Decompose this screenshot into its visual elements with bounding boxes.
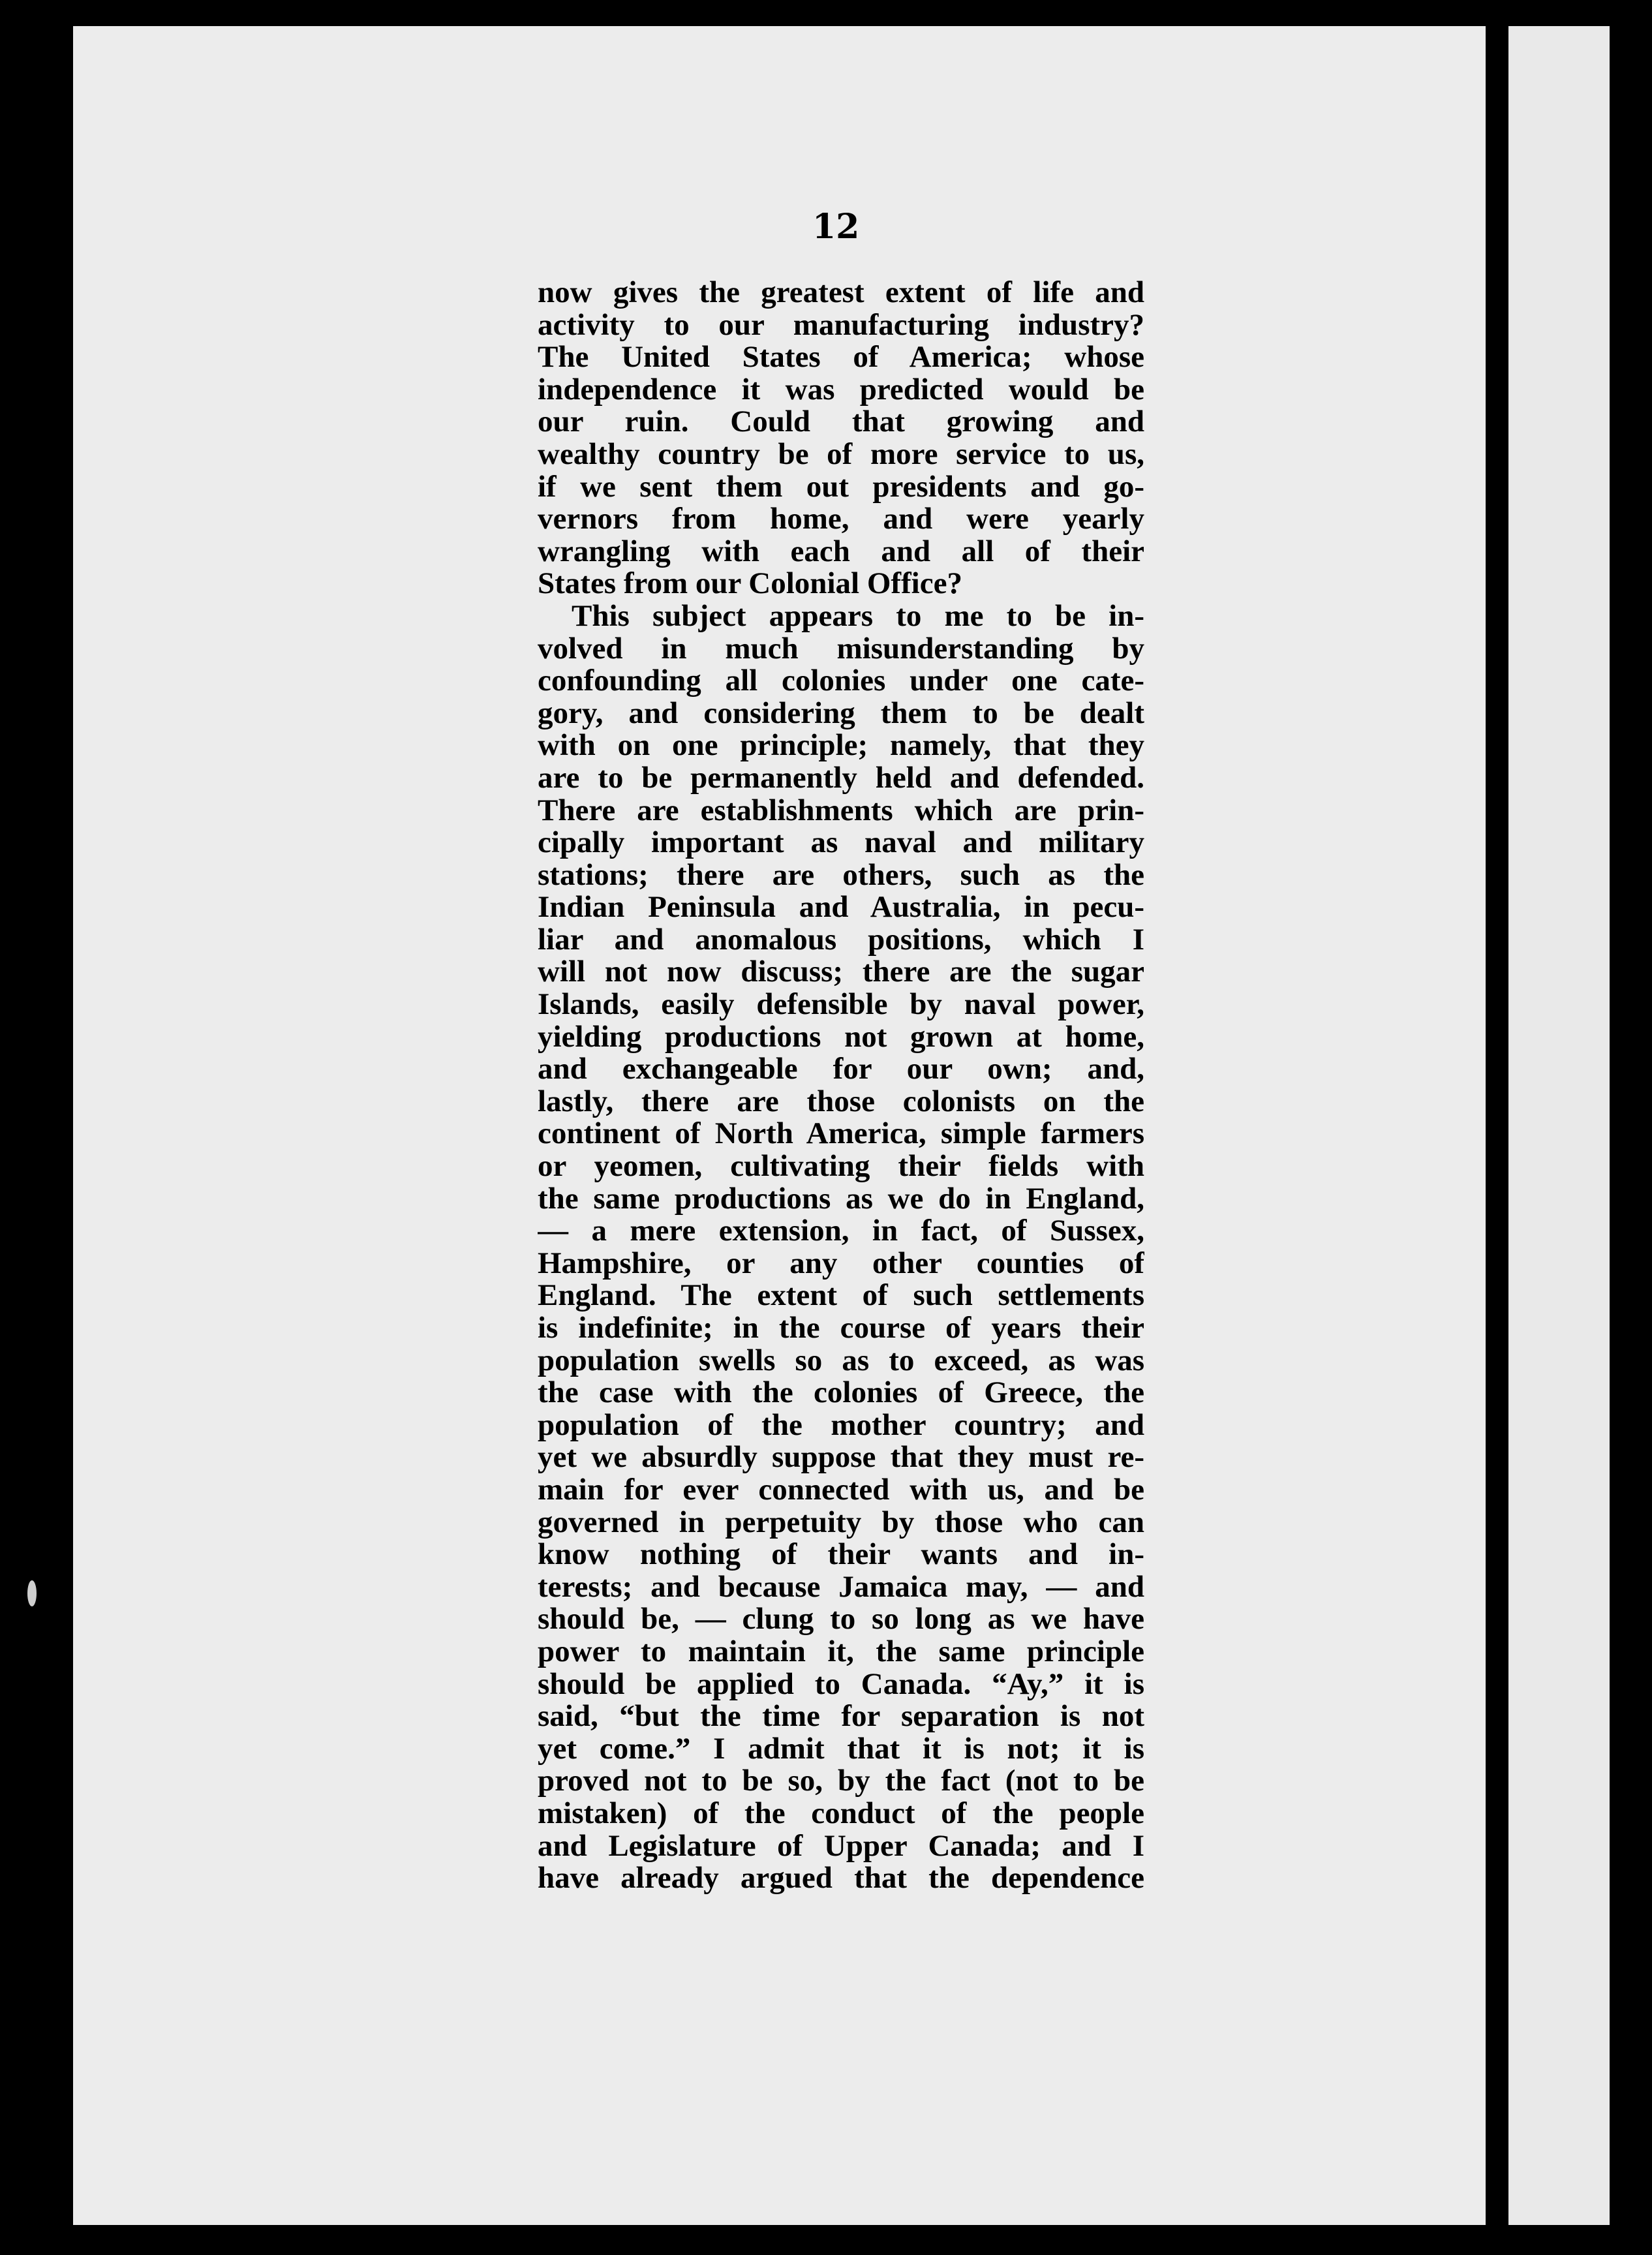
text-line: confounding all colonies under one cate-: [538, 665, 1144, 698]
text-line: population swells so as to exceed, as was: [538, 1344, 1144, 1377]
text-line: if we sent them out presidents and go-: [538, 470, 1144, 504]
text-line: lastly, there are those colonists on the: [538, 1085, 1144, 1118]
text-line: England. The extent of such settlements: [538, 1280, 1144, 1312]
text-line: This subject appears to me to be in-: [572, 600, 1144, 633]
body-text: [538, 277, 1144, 1895]
text-line: cipally important as naval and military: [538, 827, 1144, 859]
text-line: and exchangeable for our own; and,: [538, 1053, 1144, 1086]
text-line: Indian Peninsula and Australia, in pecu-: [538, 891, 1144, 924]
text-line: independence it was predicted would be: [538, 373, 1144, 407]
text-line: are to be permanently held and defended.: [538, 761, 1144, 795]
text-line: vernors from home, and were yearly: [538, 503, 1144, 536]
text-line: should be, — clung to so long as we have: [538, 1603, 1144, 1636]
text-line: gory, and considering them to be dealt: [538, 697, 1144, 730]
text-line: volved in much misunderstanding by: [538, 632, 1144, 666]
text-line: power to maintain it, the same principle: [538, 1635, 1144, 1668]
text-line: or yeomen, cultivating their fields with: [538, 1150, 1144, 1183]
text-line: the same productions as we do in England,: [538, 1182, 1144, 1216]
text-line: proved not to be so, by the fact (not to be: [538, 1765, 1144, 1798]
text-line: There are establishments which are prin-: [538, 794, 1144, 827]
text-line: liar and anomalous positions, which I: [538, 923, 1144, 957]
text-line: and Legislature of Upper Canada; and I: [538, 1830, 1144, 1863]
text-line: population of the mother country; and: [538, 1409, 1144, 1442]
text-line: have already argued that the dependence: [538, 1862, 1144, 1895]
text-line: is indefinite; in the course of years their: [538, 1312, 1144, 1345]
text-line: yielding productions not grown at home,: [538, 1020, 1144, 1054]
text-line: will not now discuss; there are the sugar: [538, 956, 1144, 989]
text-line: wrangling with each and all of their: [538, 535, 1144, 568]
text-line: main for ever connected with us, and be: [538, 1473, 1144, 1507]
text-line: Hampshire, or any other counties of: [538, 1247, 1144, 1280]
text-line: terests; and because Jamaica may, — and: [538, 1571, 1144, 1604]
text-line: now gives the greatest extent of life and: [538, 277, 1144, 309]
text-line: the case with the colonies of Greece, the: [538, 1377, 1144, 1409]
text-line: wealthy country be of more service to us,: [538, 438, 1144, 471]
text-line: The United States of America; whose: [538, 341, 1144, 374]
text-line: our ruin. Could that growing and: [538, 406, 1144, 438]
text-line: should be applied to Canada. “Ay,” it is: [538, 1668, 1144, 1701]
text-line: with on one principle; namely, that they: [538, 729, 1144, 762]
text-line: activity to our manufacturing industry?: [538, 309, 1144, 342]
text-line: Islands, easily defensible by naval power,: [538, 989, 1144, 1021]
text-line: yet come.” I admit that it is not; it is: [538, 1732, 1144, 1766]
text-line: said, “but the time for separation is not: [538, 1700, 1144, 1733]
facing-page-edge: [1508, 26, 1610, 2225]
text-line: stations; there are others, such as the: [538, 859, 1144, 892]
text-line: yet we absurdly suppose that they must re-: [538, 1441, 1144, 1474]
scan-smudge: [27, 1580, 37, 1606]
text-line: States from our Colonial Office?: [538, 568, 962, 600]
text-line: mistaken) of the conduct of the people: [538, 1797, 1144, 1830]
page-number: 12: [812, 207, 860, 247]
text-line: know nothing of their wants and in-: [538, 1539, 1144, 1571]
text-line: continent of North America, simple farmers: [538, 1118, 1144, 1151]
text-line: governed in perpetuity by those who can: [538, 1506, 1144, 1539]
text-line: — a mere extension, in fact, of Sussex,: [538, 1215, 1144, 1248]
